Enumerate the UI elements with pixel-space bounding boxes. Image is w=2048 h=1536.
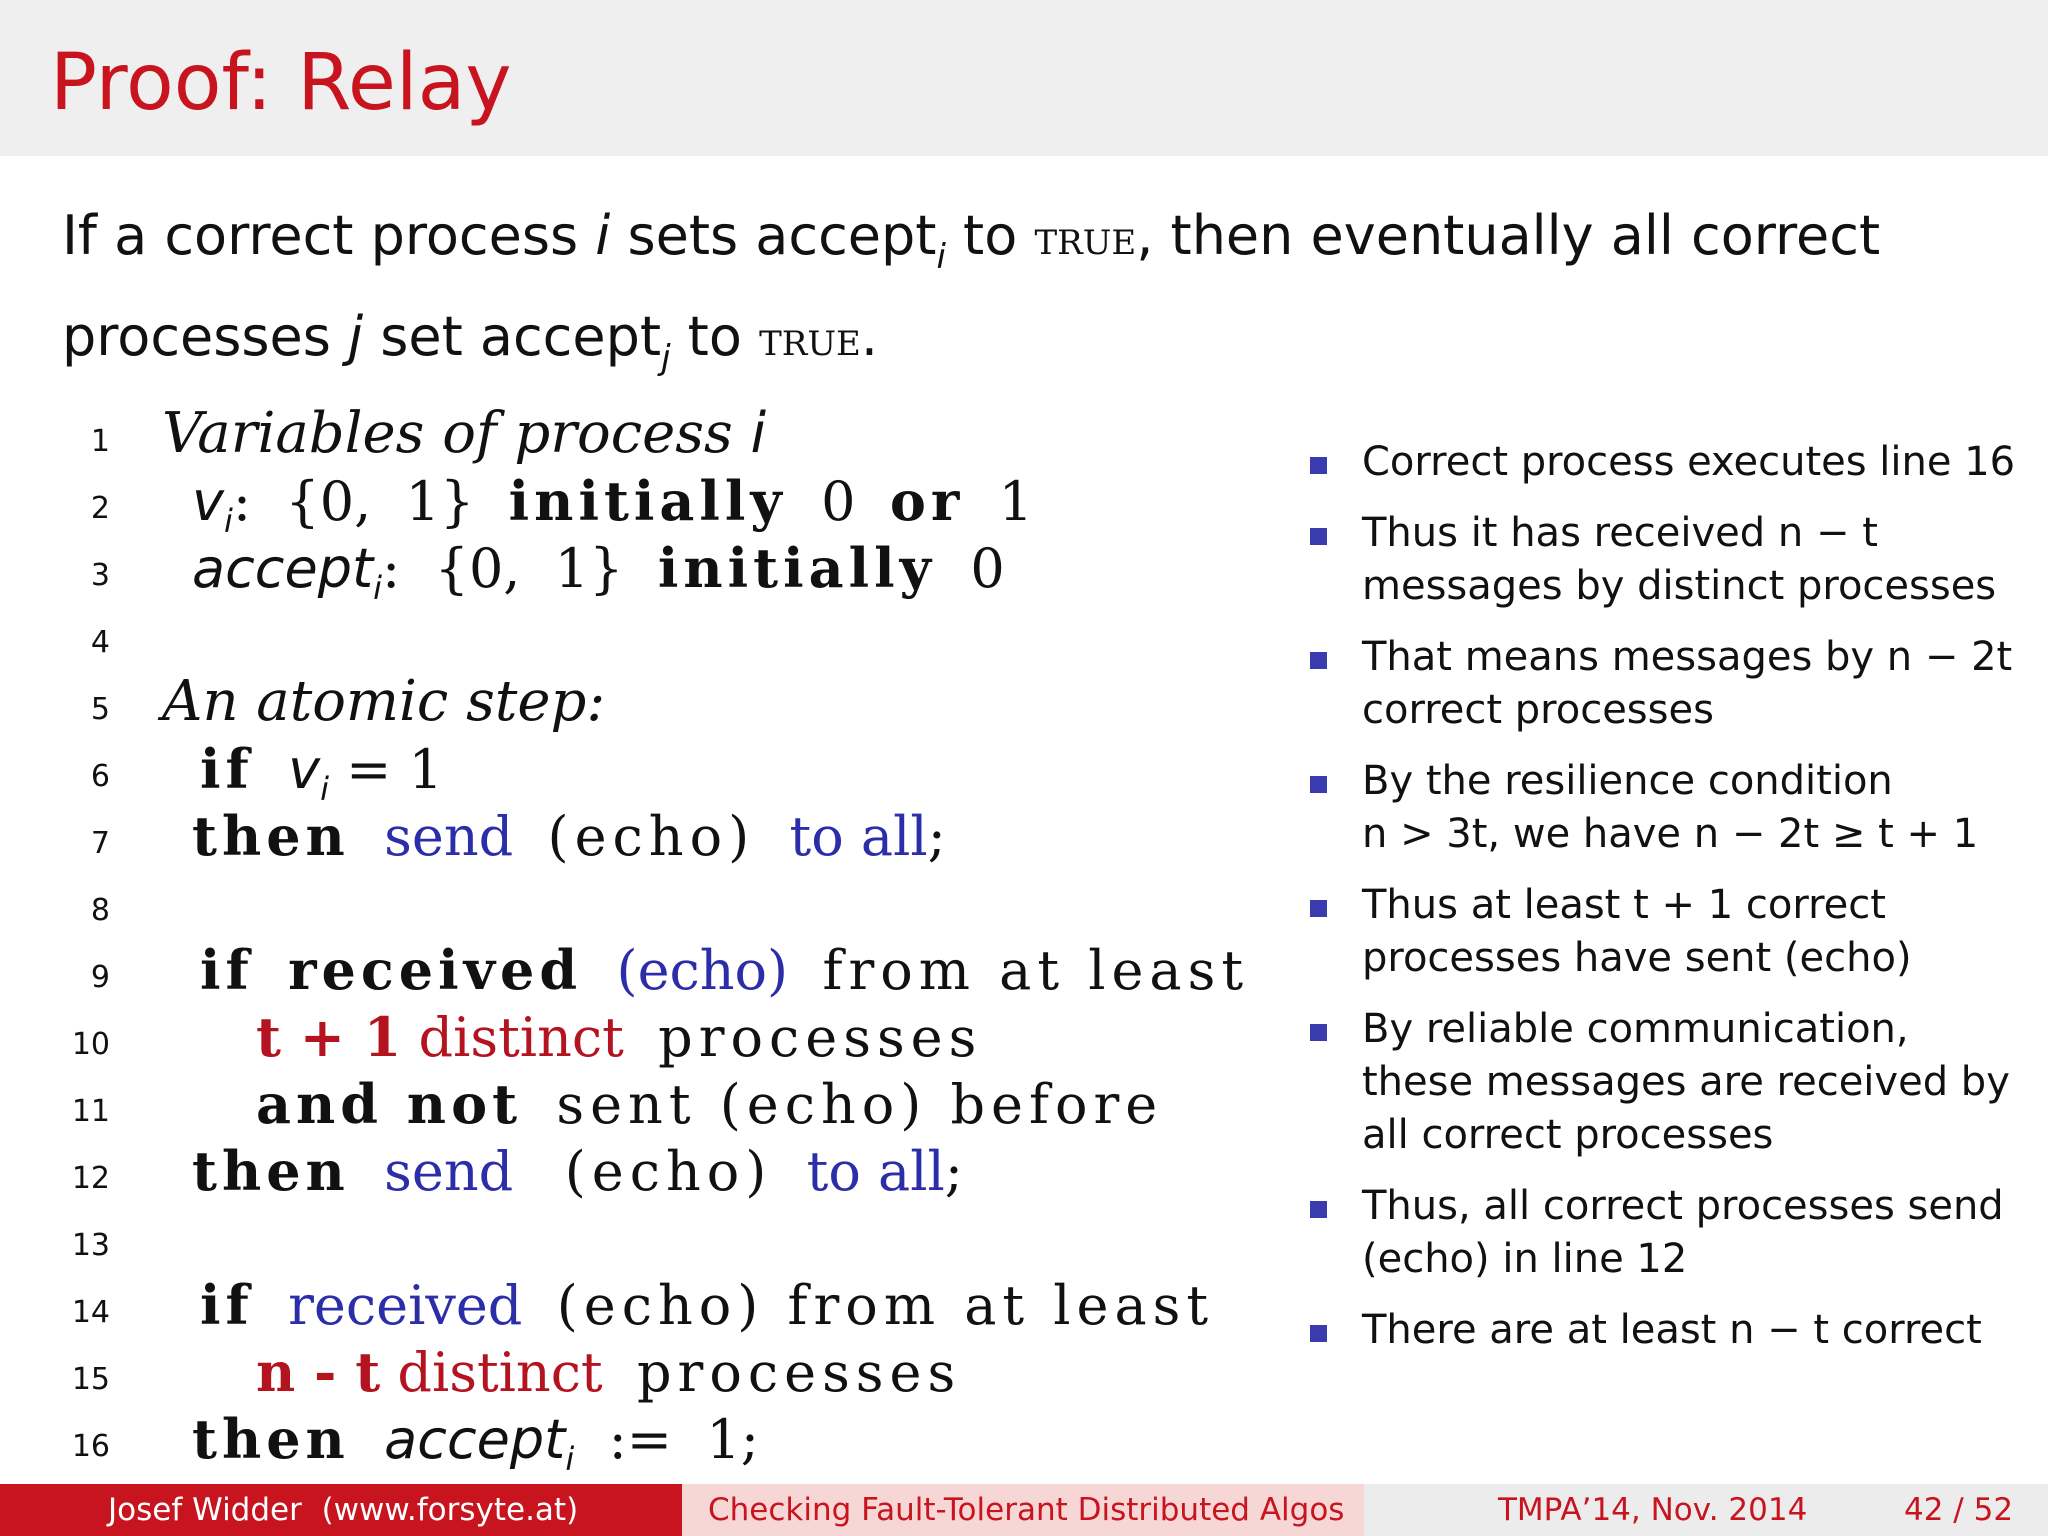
line-number: 7: [90, 826, 110, 861]
code-send: send: [384, 805, 514, 868]
code-keyword: if: [200, 938, 254, 1002]
true-constant: true: [759, 311, 861, 367]
bullet-square-icon: [1310, 900, 1327, 917]
line-number: 16: [71, 1429, 110, 1464]
subscript-j: j: [661, 338, 671, 378]
footer-page-number: 42 / 52: [1904, 1492, 2014, 1528]
code-distinct: distinct: [418, 1006, 624, 1069]
code-text: := 1;: [608, 1408, 759, 1471]
code-line-12: [192, 1137, 963, 1206]
bullet-square-icon: [1310, 652, 1327, 669]
code-text: (echo): [564, 1140, 773, 1203]
bullet-item: [1306, 879, 2026, 985]
statement-text: , then eventually all correct: [1136, 204, 1881, 267]
lemma-statement: [62, 196, 1962, 398]
statement-text: to: [945, 204, 1035, 267]
code-keyword: if: [200, 737, 254, 801]
code-keyword: initially: [508, 469, 787, 533]
bullet-text: n > 3t, we have n − 2t ≥ t + 1: [1362, 811, 1979, 857]
line-number: 1: [90, 424, 110, 459]
bullet-square-icon: [1310, 457, 1327, 474]
code-line-1: [162, 400, 766, 468]
bullet-square-icon: [1310, 1201, 1327, 1218]
code-line-5: An atomic step:: [162, 669, 606, 734]
line-number: 10: [71, 1027, 110, 1062]
statement-text: to: [670, 305, 760, 368]
code-line-16: [192, 1405, 759, 1493]
footer-author-section: [0, 1484, 682, 1536]
code-text: from at least: [822, 939, 1250, 1002]
title-bar: [0, 0, 2048, 156]
statement-text: If a correct process: [62, 204, 596, 267]
statement-text: set accept: [363, 305, 662, 368]
var-j: j: [348, 305, 364, 368]
code-keyword: or: [889, 469, 965, 533]
true-constant: true: [1034, 210, 1137, 266]
var-i: i: [595, 204, 611, 267]
line-number: 5: [90, 692, 110, 727]
code-text: (echo) from at least: [556, 1274, 1215, 1337]
code-var: i: [750, 401, 767, 466]
proof-bullets: [1306, 436, 2026, 1357]
code-text: {0, 1}: [285, 470, 475, 533]
code-var: v: [288, 738, 321, 801]
bullet-square-icon: [1310, 776, 1327, 793]
bullet-item: [1306, 1180, 2026, 1286]
code-keyword: and not: [256, 1072, 523, 1136]
code-subscript: i: [565, 1440, 575, 1478]
code-line-15: [256, 1338, 961, 1407]
bullet-item: [1306, 507, 2026, 613]
line-number: 14: [71, 1295, 110, 1330]
code-text: {0, 1}: [434, 537, 624, 600]
code-subscript: i: [223, 502, 233, 540]
statement-text: sets accept: [610, 204, 937, 267]
code-text: sent (echo) before: [556, 1073, 1164, 1136]
statement-text: .: [860, 305, 878, 368]
code-threshold: t + 1: [256, 1005, 402, 1069]
bullet-text: Thus it has received n − t: [1362, 510, 1878, 556]
code-text: processes: [658, 1006, 983, 1069]
bullet-item: [1306, 755, 2026, 861]
code-keyword: then: [192, 1139, 350, 1203]
code-keyword: then: [192, 804, 350, 868]
bullet-item: [1306, 631, 2026, 737]
statement-text: processes: [62, 305, 349, 368]
bullet-text: By reliable communication,: [1362, 1006, 1909, 1052]
footer-venue: TMPA’14, Nov. 2014: [1498, 1492, 1808, 1528]
code-line-9: [200, 936, 1249, 1005]
code-to-all: to all: [789, 805, 928, 868]
line-number: 4: [90, 625, 110, 660]
code-subscript: i: [373, 569, 383, 607]
bullet-item: [1306, 436, 2026, 489]
code-text: 0: [821, 470, 856, 533]
code-var: v: [192, 470, 224, 533]
line-number: 11: [71, 1094, 110, 1129]
bullet-text: Correct process executes line 16: [1362, 439, 2016, 485]
code-line-7: [192, 802, 946, 871]
pseudocode-listing: [60, 400, 1260, 1480]
line-number: 13: [71, 1228, 110, 1263]
code-line-11: [256, 1070, 1163, 1139]
code-text: 0: [970, 537, 1005, 600]
bullet-text: processes have sent (echo): [1362, 935, 1912, 981]
bullet-text: messages by distinct processes: [1362, 563, 1997, 609]
bullet-text: correct processes: [1362, 687, 1714, 733]
footer-talk-title: Checking Fault-Tolerant Distributed Algos: [708, 1492, 1345, 1528]
footer-venue-section: [1364, 1484, 2048, 1536]
code-var: accept: [192, 537, 374, 600]
code-text: Variables of process: [162, 401, 751, 466]
bullet-text: There are at least n − t correct: [1362, 1307, 1982, 1353]
code-keyword: received: [288, 938, 583, 1002]
line-number: 12: [71, 1161, 110, 1196]
slide-title: Proof: Relay: [50, 38, 512, 128]
code-send: send: [384, 1140, 514, 1203]
code-to-all: to all: [806, 1140, 945, 1203]
bullet-text: Thus at least t + 1 correct: [1362, 882, 1886, 928]
bullet-text: Thus, all correct processes send: [1362, 1183, 2004, 1229]
code-text: :: [382, 537, 401, 600]
code-subscript: i: [320, 770, 329, 808]
code-text: (echo): [547, 805, 756, 868]
code-text: = 1: [346, 738, 443, 801]
code-text: 1: [998, 470, 1034, 533]
code-received: received: [288, 1274, 523, 1337]
bullet-text: (echo) in line 12: [1362, 1236, 1688, 1282]
bullet-square-icon: [1310, 1024, 1327, 1041]
line-number: 3: [90, 558, 110, 593]
bullet-square-icon: [1310, 1325, 1327, 1342]
bullet-text: That means messages by n − 2t: [1362, 634, 2013, 680]
footer-talk-section: [682, 1484, 1364, 1536]
bullet-text: these messages are received by: [1362, 1059, 2010, 1105]
footer-bar: [0, 1484, 2048, 1536]
code-text: ;: [944, 1140, 963, 1203]
code-keyword: if: [200, 1273, 254, 1337]
line-number: 9: [90, 960, 110, 995]
bullet-text: all correct processes: [1362, 1112, 1774, 1158]
bullet-item: [1306, 1003, 2026, 1162]
bullet-item: [1306, 1304, 2026, 1357]
code-line-10: [256, 1003, 982, 1072]
line-number: 2: [90, 491, 110, 526]
subscript-i: i: [936, 237, 946, 277]
bullet-square-icon: [1310, 528, 1327, 545]
code-text: ;: [927, 805, 946, 868]
code-echo: (echo): [616, 939, 789, 1002]
bullet-text: By the resilience condition: [1362, 758, 1893, 804]
line-number: 6: [90, 759, 110, 794]
line-number: 8: [90, 893, 110, 928]
line-number: 15: [71, 1362, 110, 1397]
code-line-14: [200, 1271, 1214, 1340]
code-var: accept: [384, 1408, 566, 1471]
code-keyword: initially: [657, 536, 936, 600]
code-distinct: distinct: [397, 1341, 603, 1404]
code-text: :: [232, 470, 252, 533]
code-text: processes: [636, 1341, 962, 1404]
code-keyword: then: [192, 1407, 350, 1471]
code-threshold: n - t: [256, 1340, 381, 1404]
footer-author: Josef Widder (www.forsyte.at): [108, 1492, 579, 1528]
